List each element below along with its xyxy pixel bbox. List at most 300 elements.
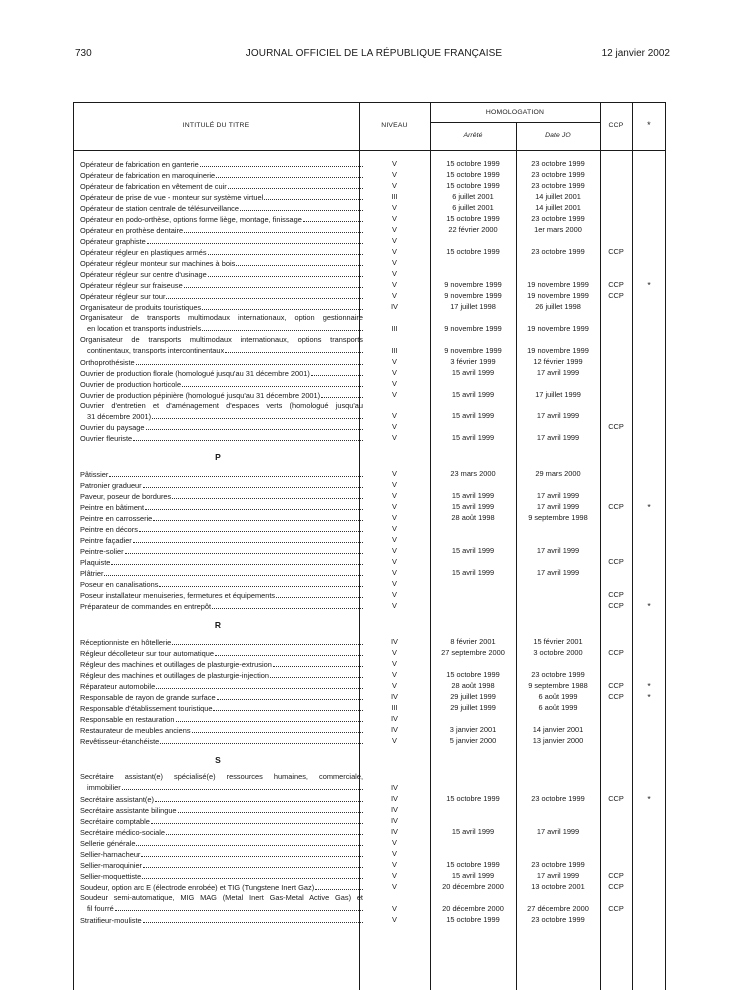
title-line bbox=[80, 915, 363, 925]
title-text: Opérateur régleur sur fraiseuse bbox=[80, 281, 183, 290]
dot-leader bbox=[122, 789, 363, 790]
dot-leader bbox=[200, 166, 363, 167]
title-line bbox=[80, 422, 363, 432]
level-cell: V bbox=[392, 557, 397, 567]
ccp-cell: CCP bbox=[608, 502, 624, 512]
title-cell bbox=[80, 357, 363, 367]
title-line bbox=[80, 269, 363, 279]
jo-date-cell bbox=[516, 480, 600, 490]
star-cell bbox=[632, 904, 666, 914]
arrete-date-cell: 3 janvier 2001 bbox=[449, 725, 497, 735]
star-cell bbox=[632, 590, 666, 600]
arrete-date-cell bbox=[430, 379, 516, 389]
arrete-date-cell: 15 octobre 1999 bbox=[446, 247, 500, 256]
title-text: Opérateur régleur en plastiques armés bbox=[80, 248, 207, 257]
jo-date-cell: 26 juillet 1998 bbox=[535, 302, 581, 311]
table-row bbox=[73, 469, 666, 480]
ccp-cell bbox=[600, 192, 632, 202]
title-text: Responsable en restauration bbox=[80, 715, 175, 725]
arrete-date-cell: 27 septembre 2000 bbox=[441, 648, 505, 658]
level-cell: V bbox=[392, 590, 397, 600]
title-text: Peintre en décors bbox=[80, 525, 138, 535]
title-cell bbox=[80, 557, 363, 567]
level-cell: V bbox=[392, 159, 397, 168]
title-line bbox=[80, 159, 363, 169]
title-text: Orthoprothésiste bbox=[80, 357, 135, 367]
star-cell bbox=[632, 422, 666, 432]
title-text: Ouvrier de production florale (homologué jusqu'au 31 décembre 2001) bbox=[80, 368, 310, 378]
title-text: Patronier gradueur bbox=[80, 481, 142, 491]
dot-leader bbox=[184, 287, 363, 288]
title-cell bbox=[80, 433, 363, 443]
table-row bbox=[73, 401, 666, 423]
title-cell bbox=[80, 568, 363, 578]
jo-date-cell bbox=[516, 557, 600, 567]
jo-date-cell bbox=[516, 379, 600, 389]
star-cell bbox=[632, 258, 666, 268]
ccp-cell: CCP bbox=[608, 422, 624, 432]
dot-leader bbox=[153, 520, 363, 521]
section-letter: R bbox=[214, 620, 222, 631]
level-cell: V bbox=[392, 601, 397, 611]
arrete-date-cell: 15 octobre 1999 bbox=[446, 670, 500, 680]
title-cell bbox=[80, 181, 363, 191]
star-cell bbox=[632, 659, 666, 669]
title-cell bbox=[80, 379, 363, 389]
jo-date-cell: 23 octobre 1999 bbox=[531, 170, 585, 179]
dot-leader bbox=[142, 878, 363, 879]
level-cell: V bbox=[392, 170, 397, 179]
jo-date-cell bbox=[516, 659, 600, 669]
dot-leader bbox=[160, 743, 363, 744]
table-row bbox=[73, 772, 666, 794]
level-cell: V bbox=[392, 838, 397, 848]
arrete-date-cell: 28 août 1998 bbox=[451, 681, 495, 691]
arrete-date-cell: 15 avril 1999 bbox=[451, 546, 495, 556]
title-text: Régleur des machines et outillages de plasturgie-injection bbox=[80, 671, 269, 681]
column-header-date-jo: Date JO bbox=[545, 132, 571, 139]
level-cell: V bbox=[392, 469, 397, 479]
title-cell bbox=[80, 269, 363, 279]
arrete-date-cell: 15 avril 1999 bbox=[451, 827, 495, 837]
title-line bbox=[80, 882, 363, 892]
table-row bbox=[73, 247, 666, 258]
table-row bbox=[73, 736, 666, 747]
star-cell: * bbox=[647, 692, 651, 703]
title-cell bbox=[80, 681, 363, 691]
level-cell: V bbox=[392, 367, 397, 377]
level-cell: V bbox=[392, 513, 397, 523]
title-line bbox=[80, 236, 363, 246]
table-row bbox=[73, 480, 666, 491]
arrete-date-cell: 15 avril 1999 bbox=[451, 367, 495, 377]
arrete-date-cell: 15 octobre 1999 bbox=[446, 860, 500, 870]
table-row bbox=[73, 893, 666, 915]
title-line bbox=[80, 247, 363, 257]
ccp-cell bbox=[600, 659, 632, 669]
dot-leader bbox=[146, 429, 364, 430]
arrete-date-cell bbox=[430, 601, 516, 611]
table-row bbox=[73, 838, 666, 849]
table-row bbox=[73, 915, 666, 926]
title-cell bbox=[80, 480, 363, 490]
dot-leader bbox=[216, 177, 363, 178]
dot-leader bbox=[270, 677, 363, 678]
title-line bbox=[80, 871, 363, 881]
star-cell bbox=[632, 379, 666, 389]
table-row bbox=[73, 269, 666, 280]
title-line bbox=[80, 681, 363, 691]
column-header-level: NIVEAU bbox=[381, 122, 408, 129]
dot-leader bbox=[225, 352, 363, 353]
title-text: Sellier-harnacheur bbox=[80, 850, 141, 860]
table-row bbox=[73, 280, 666, 291]
star-cell bbox=[632, 214, 666, 224]
jo-date-cell: 29 mars 2000 bbox=[535, 469, 581, 479]
jo-date-cell: 17 avril 1999 bbox=[536, 491, 580, 501]
star-cell bbox=[632, 181, 666, 191]
star-cell bbox=[632, 524, 666, 534]
star-cell bbox=[632, 159, 666, 169]
jo-date-cell: 17 avril 1999 bbox=[536, 411, 580, 421]
jo-date-cell: 13 janvier 2000 bbox=[532, 736, 584, 746]
title-line bbox=[80, 258, 363, 268]
star-cell bbox=[632, 390, 666, 400]
title-cell bbox=[80, 390, 363, 400]
table-row bbox=[73, 805, 666, 816]
jo-date-cell: 14 janvier 2001 bbox=[532, 725, 584, 735]
title-text: Opérateur en prothèse dentaire bbox=[80, 226, 184, 235]
table-row bbox=[73, 379, 666, 390]
title-text: Préparateur de commandes en entrepôt bbox=[80, 602, 212, 612]
title-line bbox=[80, 579, 363, 589]
jo-date-cell: 14 juillet 2001 bbox=[535, 192, 581, 201]
level-cell: V bbox=[392, 236, 397, 245]
dot-leader bbox=[212, 608, 363, 609]
star-cell bbox=[632, 192, 666, 202]
ccp-cell bbox=[600, 480, 632, 490]
level-cell: V bbox=[392, 502, 397, 512]
star-cell bbox=[632, 291, 666, 301]
jo-date-cell bbox=[516, 601, 600, 611]
table-row bbox=[73, 546, 666, 557]
table-row bbox=[73, 214, 666, 225]
table-row bbox=[73, 502, 666, 513]
arrete-date-cell: 15 octobre 1999 bbox=[446, 915, 500, 924]
title-cell bbox=[80, 838, 363, 848]
jo-date-cell bbox=[516, 805, 600, 815]
title-cell bbox=[80, 401, 363, 421]
arrete-date-cell: 3 février 1999 bbox=[450, 356, 496, 366]
dot-leader bbox=[208, 254, 363, 255]
jo-date-cell bbox=[516, 422, 600, 432]
dot-leader bbox=[152, 418, 363, 419]
level-cell: V bbox=[392, 258, 397, 267]
dot-leader bbox=[139, 531, 363, 532]
title-cell bbox=[80, 368, 363, 378]
ccp-cell: CCP bbox=[608, 590, 624, 600]
title-cell bbox=[80, 422, 363, 432]
dot-leader bbox=[264, 199, 363, 200]
dot-leader bbox=[111, 564, 363, 565]
homologation-divider bbox=[430, 122, 600, 123]
title-line bbox=[80, 648, 363, 658]
dot-leader bbox=[125, 553, 363, 554]
title-text: Organisateur de produits touristiques bbox=[80, 303, 202, 312]
arrete-date-cell: 15 avril 1999 bbox=[451, 568, 495, 578]
title-line bbox=[80, 390, 363, 400]
title-line bbox=[80, 725, 363, 735]
level-cell: V bbox=[392, 225, 397, 234]
dot-leader bbox=[156, 688, 363, 689]
ccp-cell bbox=[600, 368, 632, 378]
jo-date-cell bbox=[516, 838, 600, 848]
dot-leader bbox=[202, 309, 363, 310]
arrete-date-cell: 15 avril 1999 bbox=[451, 491, 495, 501]
title-cell bbox=[80, 546, 363, 556]
star-cell bbox=[632, 714, 666, 724]
jo-date-cell: 12 février 1999 bbox=[533, 356, 583, 366]
arrete-date-cell: 15 octobre 1999 bbox=[446, 794, 500, 804]
table-row bbox=[73, 648, 666, 659]
ccp-cell bbox=[600, 236, 632, 246]
dot-leader bbox=[166, 298, 363, 299]
dot-leader bbox=[273, 666, 363, 667]
star-cell bbox=[632, 915, 666, 925]
title-line bbox=[80, 849, 363, 859]
title-line bbox=[80, 379, 363, 389]
table-top-border bbox=[73, 102, 666, 103]
title-text: Opérateur de fabrication en vêtement de cuir bbox=[80, 182, 227, 191]
title-text: Opérateur en podo-orthèse, options forme liège, montage, finissage bbox=[80, 215, 302, 224]
title-text: Opérateur régleur sur tour bbox=[80, 292, 166, 301]
table-row bbox=[73, 860, 666, 871]
table-row bbox=[73, 181, 666, 192]
table-row bbox=[73, 659, 666, 670]
ccp-cell bbox=[600, 181, 632, 191]
dot-leader bbox=[303, 221, 363, 222]
table-row bbox=[73, 714, 666, 725]
star-cell bbox=[632, 557, 666, 567]
ccp-cell bbox=[600, 637, 632, 647]
table-header-bottom-border bbox=[73, 150, 666, 151]
arrete-date-cell: 15 octobre 1999 bbox=[446, 181, 500, 190]
ccp-cell bbox=[600, 346, 632, 356]
arrete-date-cell: 29 juillet 1999 bbox=[450, 703, 496, 713]
star-cell bbox=[632, 725, 666, 735]
jo-date-cell bbox=[516, 590, 600, 600]
title-line bbox=[80, 302, 363, 312]
table-row bbox=[73, 302, 666, 313]
ccp-cell bbox=[600, 513, 632, 523]
arrete-date-cell: 9 novembre 1999 bbox=[444, 323, 502, 333]
level-cell: V bbox=[392, 904, 397, 914]
star-cell bbox=[632, 368, 666, 378]
arrete-date-cell bbox=[430, 557, 516, 567]
table-row bbox=[73, 535, 666, 546]
ccp-cell bbox=[600, 491, 632, 501]
title-line bbox=[80, 805, 363, 815]
dot-leader bbox=[145, 509, 363, 510]
level-cell: V bbox=[392, 214, 397, 223]
level-cell: V bbox=[392, 356, 397, 366]
star-cell bbox=[632, 805, 666, 815]
title-text: 31 décembre 2001) bbox=[87, 411, 152, 421]
arrete-date-cell: 6 juillet 2001 bbox=[452, 203, 494, 212]
star-cell bbox=[632, 433, 666, 443]
arrete-date-cell bbox=[430, 524, 516, 534]
arrete-date-cell bbox=[430, 258, 516, 268]
title-text: Peintre-solier bbox=[80, 547, 124, 557]
journal-title: JOURNAL OFFICIEL DE LA RÉPUBLIQUE FRANÇAISE bbox=[245, 48, 503, 59]
table-row bbox=[73, 568, 666, 579]
table-row bbox=[73, 433, 666, 444]
title-line bbox=[80, 838, 363, 848]
star-cell bbox=[632, 269, 666, 279]
level-cell: V bbox=[392, 871, 397, 881]
star-cell bbox=[632, 670, 666, 680]
dot-leader bbox=[215, 655, 363, 656]
title-text: fil fourré bbox=[87, 904, 114, 914]
title-line bbox=[80, 192, 363, 202]
title-text: Sellerie générale bbox=[80, 839, 136, 849]
arrete-date-cell: 15 avril 1999 bbox=[451, 389, 495, 399]
level-cell: V bbox=[392, 291, 397, 300]
arrete-date-cell bbox=[430, 849, 516, 859]
title-line bbox=[80, 659, 363, 669]
ccp-cell bbox=[600, 469, 632, 479]
title-cell bbox=[80, 882, 363, 892]
title-cell bbox=[80, 915, 363, 925]
table-row bbox=[73, 681, 666, 692]
table-row bbox=[73, 368, 666, 379]
title-line: Organisateur de transports multimodaux internationaux, option gestionnaire bbox=[80, 313, 363, 322]
jo-date-cell bbox=[516, 816, 600, 826]
dot-leader bbox=[147, 243, 363, 244]
title-line: Soudeur semi-automatique, MIG MAG (Metal Inert Gas-Metal Active Gas) et bbox=[80, 893, 363, 903]
table-row bbox=[73, 170, 666, 181]
jo-date-cell: 19 novembre 1999 bbox=[527, 280, 589, 289]
title-cell bbox=[80, 535, 363, 545]
star-cell bbox=[632, 827, 666, 837]
ccp-cell bbox=[600, 170, 632, 180]
arrete-date-cell bbox=[430, 783, 516, 793]
title-text: Plaquiste bbox=[80, 558, 111, 568]
star-cell bbox=[632, 860, 666, 870]
level-cell: V bbox=[392, 568, 397, 578]
title-cell bbox=[80, 703, 363, 713]
level-cell: V bbox=[392, 247, 397, 256]
title-cell bbox=[80, 827, 363, 837]
title-cell bbox=[80, 280, 363, 290]
ccp-cell bbox=[600, 302, 632, 312]
level-cell: V bbox=[392, 659, 397, 669]
level-cell: IV bbox=[391, 692, 398, 702]
level-cell: V bbox=[392, 280, 397, 289]
dot-leader bbox=[104, 575, 363, 576]
arrete-date-cell bbox=[430, 535, 516, 545]
jo-date-cell: 23 octobre 1999 bbox=[531, 159, 585, 168]
title-text: Stratifieur-mouliste bbox=[80, 916, 142, 925]
title-cell bbox=[80, 236, 363, 246]
title-line bbox=[80, 480, 363, 490]
level-cell: V bbox=[392, 524, 397, 534]
ccp-cell: CCP bbox=[608, 601, 624, 611]
arrete-date-cell bbox=[430, 714, 516, 724]
title-line bbox=[80, 170, 363, 180]
ccp-cell: CCP bbox=[608, 557, 624, 567]
jo-date-cell bbox=[516, 783, 600, 793]
ccp-cell: CCP bbox=[608, 280, 624, 289]
jo-date-cell: 23 octobre 1999 bbox=[531, 915, 585, 924]
table-row bbox=[73, 258, 666, 269]
title-cell bbox=[80, 637, 363, 647]
table-row bbox=[73, 335, 666, 357]
star-cell bbox=[632, 637, 666, 647]
jo-date-cell: 23 octobre 1999 bbox=[531, 247, 585, 256]
ccp-cell bbox=[600, 725, 632, 735]
title-text: Paveur, poseur de bordures bbox=[80, 492, 172, 502]
jo-date-cell: 14 juillet 2001 bbox=[535, 203, 581, 212]
level-cell: V bbox=[392, 648, 397, 658]
jo-date-cell: 23 octobre 1999 bbox=[531, 794, 585, 804]
level-cell: IV bbox=[391, 714, 398, 724]
table-row bbox=[73, 225, 666, 236]
title-cell bbox=[80, 714, 363, 724]
star-cell: * bbox=[647, 280, 651, 290]
arrete-date-cell: 29 juillet 1999 bbox=[450, 692, 496, 702]
dot-leader bbox=[143, 487, 363, 488]
level-cell: V bbox=[392, 181, 397, 190]
star-cell bbox=[632, 816, 666, 826]
ccp-cell bbox=[600, 736, 632, 746]
dot-leader bbox=[182, 386, 363, 387]
star-cell bbox=[632, 469, 666, 479]
ccp-cell bbox=[600, 579, 632, 589]
title-cell bbox=[80, 725, 363, 735]
title-text: Opérateur de fabrication en maroquinerie bbox=[80, 171, 216, 180]
title-cell bbox=[80, 670, 363, 680]
title-line bbox=[80, 411, 363, 421]
level-cell: V bbox=[392, 203, 397, 212]
table-row bbox=[73, 291, 666, 302]
dot-leader bbox=[315, 889, 363, 890]
title-text: Secrétaire assistant(e) bbox=[80, 795, 154, 805]
jo-date-cell: 23 octobre 1999 bbox=[531, 181, 585, 190]
title-text: Opérateur graphiste bbox=[80, 237, 146, 246]
ccp-cell bbox=[600, 535, 632, 545]
title-text: immobilier bbox=[87, 783, 121, 793]
level-cell: V bbox=[392, 378, 397, 388]
dot-leader bbox=[133, 440, 363, 441]
title-cell bbox=[80, 159, 363, 169]
jo-date-cell bbox=[516, 258, 600, 268]
star-cell bbox=[632, 871, 666, 881]
column-header-title: INTITULÉ DU TITRE bbox=[182, 122, 250, 129]
title-line bbox=[80, 692, 363, 702]
star-cell bbox=[632, 579, 666, 589]
title-cell bbox=[80, 816, 363, 826]
title-cell bbox=[80, 659, 363, 669]
ccp-cell bbox=[600, 827, 632, 837]
arrete-date-cell: 15 octobre 1999 bbox=[446, 159, 500, 168]
title-cell bbox=[80, 313, 363, 333]
jo-date-cell bbox=[516, 579, 600, 589]
level-cell: IV bbox=[391, 725, 398, 735]
arrete-date-cell: 8 février 2001 bbox=[450, 637, 496, 647]
star-cell: * bbox=[647, 601, 651, 612]
dot-leader bbox=[208, 276, 363, 277]
